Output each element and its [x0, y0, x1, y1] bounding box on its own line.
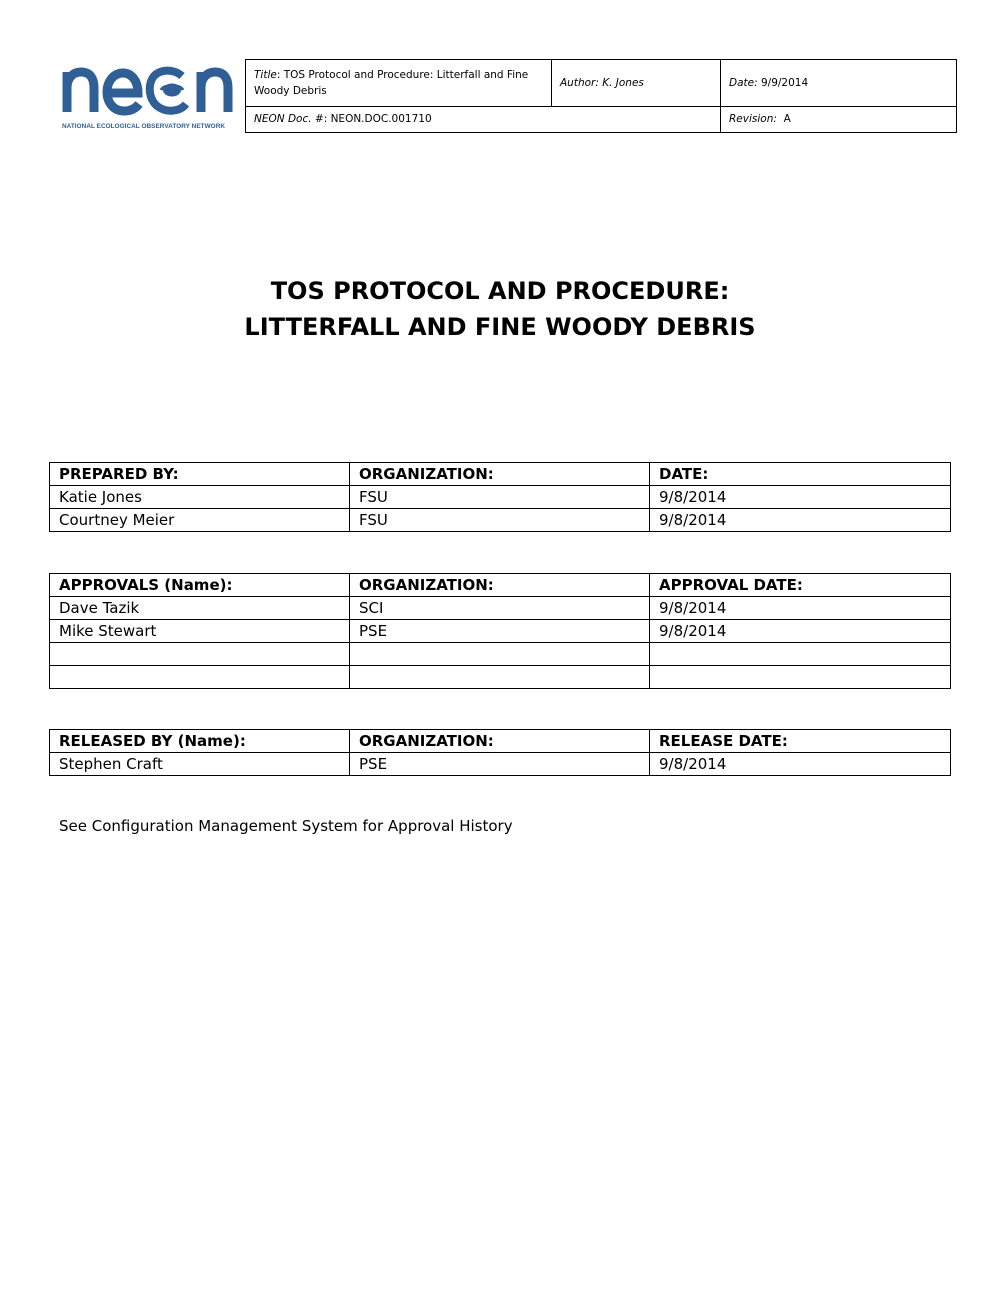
header-title-value: : TOS Protocol and Procedure: Litterfall and Fine Woody Debris [254, 68, 529, 97]
released-organization-cell: PSE [350, 753, 650, 776]
released-header-name: RELEASED BY (Name): [50, 730, 350, 753]
header-date-value: 9/9/2014 [757, 76, 809, 89]
prepared-header-date: DATE: [650, 463, 951, 486]
table-row [50, 643, 951, 666]
approval-organization-cell: SCI [350, 597, 650, 620]
approval-name-cell [50, 643, 350, 666]
header-author: Author: K. Jones [560, 76, 644, 89]
prepared-organization-cell: FSU [350, 486, 650, 509]
header-date-label: Date: [729, 76, 758, 89]
header-author-cell [552, 60, 721, 107]
approval-organization-cell [350, 666, 650, 689]
released-name-cell: Stephen Craft [50, 753, 350, 776]
header-doc-number-cell [246, 106, 721, 132]
approval-name-cell: Mike Stewart [50, 620, 350, 643]
released-date-cell: 9/8/2014 [650, 753, 951, 776]
neon-logo-mark [60, 60, 236, 120]
approval-history-note: See Configuration Management System for Approval History [59, 817, 513, 835]
document-header-table [245, 59, 957, 133]
header-title-label: Title [254, 68, 277, 81]
prepared-header-organization: ORGANIZATION: [350, 463, 650, 486]
approvals-header-organization: ORGANIZATION: [350, 574, 650, 597]
document-title-line-2: LITTERFALL AND FINE WOODY DEBRIS [244, 313, 756, 341]
prepared-organization-cell: FSU [350, 509, 650, 532]
prepared-header-name: PREPARED BY: [50, 463, 350, 486]
header-doc-value: : NEON.DOC.001710 [323, 113, 432, 126]
table-row [50, 509, 951, 532]
approvals-header-date: APPROVAL DATE: [650, 574, 951, 597]
approval-organization-cell: PSE [350, 620, 650, 643]
table-row [50, 666, 951, 689]
table-row [50, 597, 951, 620]
header-revision-label: Revision: [729, 113, 777, 126]
approvals-table [49, 573, 951, 689]
prepared-name-cell: Katie Jones [50, 486, 350, 509]
released-header-organization: ORGANIZATION: [350, 730, 650, 753]
approval-date-cell [650, 666, 951, 689]
table-row [50, 753, 951, 776]
prepared-date-cell: 9/8/2014 [650, 486, 951, 509]
approval-name-cell: Dave Tazik [50, 597, 350, 620]
prepared-date-cell: 9/8/2014 [650, 509, 951, 532]
header-date-cell [721, 60, 957, 107]
table-row [50, 486, 951, 509]
header-title-cell [246, 60, 552, 107]
logo-tagline: NATIONAL ECOLOGICAL OBSERVATORY NETWORK [62, 123, 226, 130]
header-revision-cell [721, 106, 957, 132]
neon-logo [60, 60, 236, 134]
released-by-table [49, 729, 951, 776]
document-title [0, 273, 1000, 345]
released-header-date: RELEASE DATE: [650, 730, 951, 753]
table-row [50, 620, 951, 643]
approval-name-cell [50, 666, 350, 689]
approvals-header-name: APPROVALS (Name): [50, 574, 350, 597]
prepared-by-table [49, 462, 951, 532]
header-doc-label: NEON Doc. # [254, 113, 324, 126]
document-title-line-1: TOS PROTOCOL AND PROCEDURE: [270, 277, 730, 305]
approval-organization-cell [350, 643, 650, 666]
approval-date-cell: 9/8/2014 [650, 597, 951, 620]
approval-date-cell: 9/8/2014 [650, 620, 951, 643]
approval-date-cell [650, 643, 951, 666]
header-revision-value: A [776, 113, 791, 126]
prepared-name-cell: Courtney Meier [50, 509, 350, 532]
